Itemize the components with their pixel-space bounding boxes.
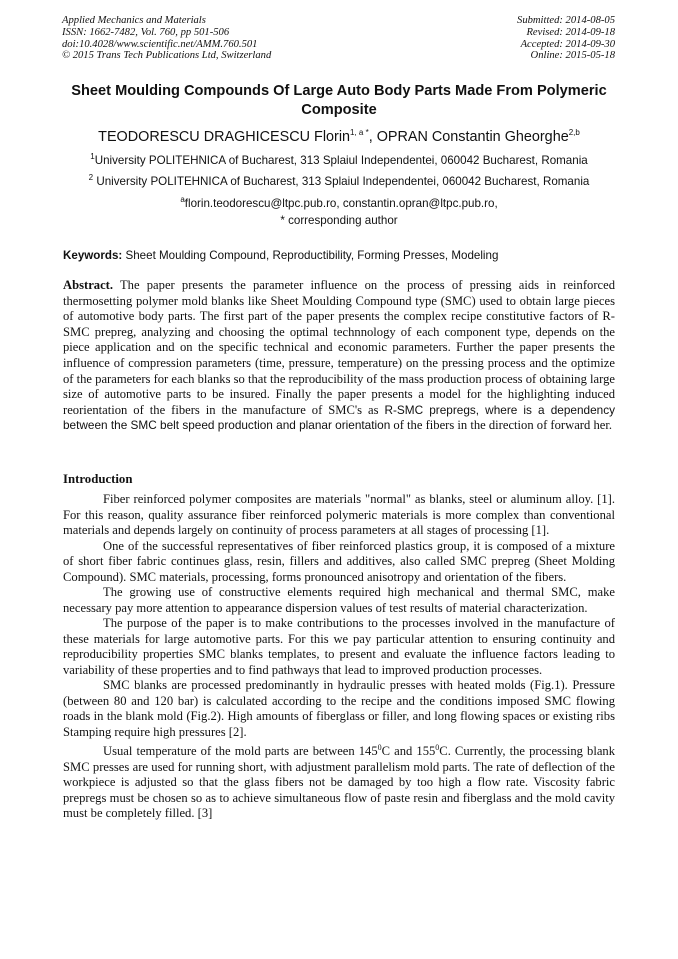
- paragraph-5: SMC blanks are processed predominantly in hydraulic presses with heated molds (Fig.1). Pressure (between 80 and 120 bar) is calculated according to the recipe and the conditions imposed SMC flowing roads in the blank mold (Fig.2). High amounts of fiberglass or filler, and long flowing spaces or existing ribs Stamping require high pressures [2].: [63, 678, 615, 739]
- paper-title: Sheet Moulding Compounds Of Large Auto Body Parts Made From Polymeric Composite: [71, 83, 607, 118]
- abstract: [63, 278, 615, 434]
- affiliation-1-text: University POLITEHNICA of Bucharest, 313 Splaiul Independentei, 060042 Bucharest, Romania: [94, 153, 588, 167]
- affiliation-1: [20, 150, 658, 168]
- publication-dates: [517, 15, 615, 62]
- paragraph-3: The growing use of constructive elements required high mechanical and thermal SMC, make necessary pay more attention to appearance dispersion values of test results of material characterization.: [63, 585, 615, 615]
- abstract-text: The paper presents the parameter influence on the process of pressing aids in reinforced thermosetting polymer mold blanks like Sheet Moulding Compound type (SMC) used to obtain large pieces of automotive body parts. The first part of the paper presents the complex recipe constitutive factors of R-SMC prepreg, analyzing and choosing the optimal technnology of each component type, depends on the piece application and on the specific technical and economic parameters. Further the paper presents the influence of compression parameters (time, pressure, temperature) on the pressing process and the optimize of the parameters for each blanks so that the reproducibility of the mass production process of obtaining large size of automotive parts to be insured. Finally the paper presents a model for the highlighting induced reorientation of the fibers in the manufacture of SMC's as: [63, 278, 615, 417]
- introduction-body: [63, 492, 615, 822]
- author-1: TEODORESCU DRAGHICESCU Florin: [98, 128, 351, 145]
- paragraph-6-part-b: C and 155: [381, 744, 436, 759]
- author-2: OPRAN Constantin Gheorghe: [376, 128, 569, 145]
- keywords: [63, 249, 498, 263]
- affiliation-2-text: University POLITEHNICA of Bucharest, 313 Splaiul Independentei, 060042 Bucharest, Romania: [93, 174, 590, 188]
- paragraph-4: The purpose of the paper is to make contributions to the processes involved in the manufacture of these materials for large automotive parts. For this we pay particular attention to ensuring continuity and reproducibility properties SMC blanks templates, to present and evaluate the influence factors leading to variability of these properties and to find pathways that lead to improved production processes.: [63, 616, 615, 677]
- paragraph-6-part-a: Usual temperature of the mold parts are between 145: [103, 744, 378, 759]
- paragraph-1: Fiber reinforced polymer composites are materials "normal" as blanks, steel or aluminum alloy. [1]. For this reason, quality assurance fiber reinforced polymeric materials is more complex than conventional materials and depends largely on continuity of process parameters at all stages of processing [1].: [63, 492, 615, 537]
- date-accepted: Accepted: 2014-09-30: [520, 38, 615, 50]
- author-line: [20, 123, 658, 147]
- paragraph-6: [63, 740, 615, 822]
- paragraph-2: One of the successful representatives of fiber reinforced plastics group, it is composed of a mixture of short fiber fabric continues glass, resin, fillers and additives, also called SMC prepreg (Sheet Molding Compound). SMC materials, processing, forms pronounced anisotropy and orientation of the fibers.: [63, 538, 615, 584]
- affiliation-2: [20, 171, 658, 189]
- journal-issn: ISSN: 1662-7482, Vol. 760, pp 501-506: [62, 26, 230, 38]
- journal-doi: doi:10.4028/www.scientific.net/AMM.760.501: [62, 38, 258, 50]
- journal-name: Applied Mechanics and Materials: [62, 15, 206, 26]
- email-text: florin.teodorescu@ltpc.pub.ro, constantin.opran@ltpc.pub.ro,: [184, 196, 498, 210]
- email-mark: a: [180, 195, 185, 204]
- journal-info: [62, 15, 271, 62]
- date-submitted: Submitted: 2014-08-05: [517, 15, 615, 26]
- keywords-text: Sheet Moulding Compound, Reproductibility, Forming Presses, Modeling: [122, 249, 499, 262]
- abstract-text-sans: R-SMC prepregs, where is a dependency between the SMC belt speed production and planar orientation: [63, 402, 615, 433]
- affiliation-2-mark: 2: [88, 173, 94, 182]
- date-revised: Revised: 2014-09-18: [526, 26, 615, 38]
- abstract-text-end: of the fibers in the direction of forward her.: [390, 418, 612, 433]
- author-separator: ,: [368, 128, 377, 145]
- paragraph-6-part-c: C. Currently, the processing blank SMC presses are used for running short, with adjustment parallelism mold parts. The rate of deflection of the workpiece is adjusted so that the glass fibers not be damaged by too high a flow rate. Viscosity fabric prepregs must be chosen so as to achieve simultaneous flow of paste resin and fiberglass and the mold cavity must be completely filled. [3]: [63, 744, 615, 821]
- corresponding-author-note: * corresponding author: [280, 214, 398, 227]
- author-2-mark: 2,b: [568, 128, 580, 137]
- keywords-label: Keywords:: [63, 249, 123, 262]
- journal-copyright: © 2015 Trans Tech Publications Ltd, Switzerland: [62, 50, 272, 62]
- abstract-label: Abstract.: [63, 278, 114, 292]
- degree-mark-2: 0: [435, 743, 440, 752]
- affiliation-1-mark: 1: [90, 152, 95, 161]
- section-heading-introduction: Introduction: [63, 472, 133, 486]
- degree-mark-1: 0: [377, 743, 382, 752]
- author-1-mark: 1, a *: [350, 128, 369, 137]
- date-online: Online: 2015-05-18: [530, 50, 615, 62]
- author-emails: [20, 193, 658, 211]
